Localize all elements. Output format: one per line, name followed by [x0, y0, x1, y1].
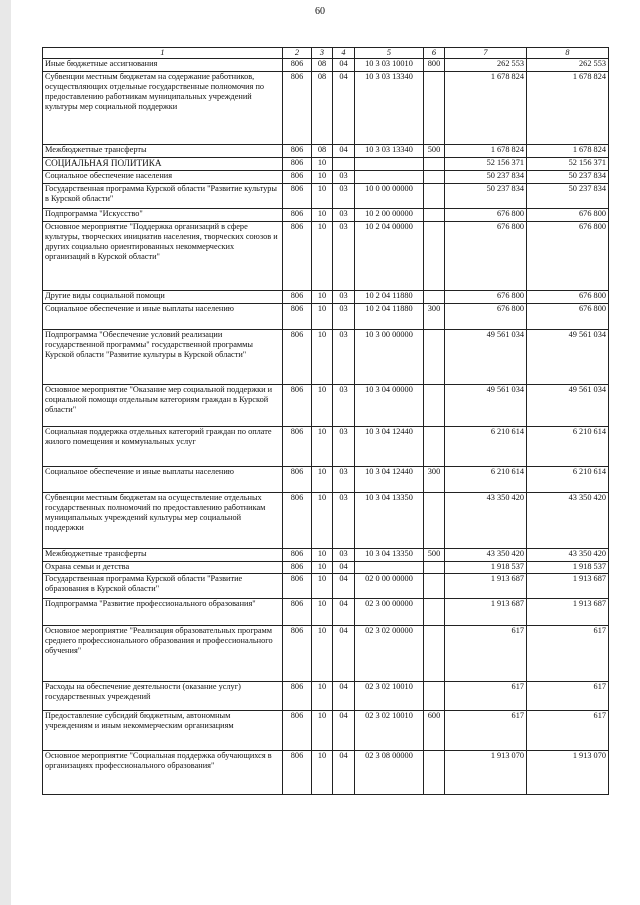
row-amount-cell: 1 913 687 — [445, 574, 527, 599]
row-target-article-cell: 02 0 00 00000 — [355, 574, 424, 599]
row-target-article-cell: 10 2 00 00000 — [355, 209, 424, 222]
row-amount-cell: 676 800 — [445, 222, 527, 291]
row-amount-total-cell: 52 156 371 — [527, 158, 609, 171]
row-section-cell: 08 — [312, 59, 333, 72]
row-target-article-cell: 10 3 04 13350 — [355, 493, 424, 549]
row-expense-type-cell — [424, 626, 445, 682]
row-amount-total-cell: 1 678 824 — [527, 72, 609, 145]
row-target-article-cell: 10 0 00 00000 — [355, 184, 424, 209]
row-section-cell: 08 — [312, 145, 333, 158]
row-section-cell: 10 — [312, 549, 333, 562]
row-subsection-cell: 04 — [333, 145, 355, 158]
row-expense-type-cell — [424, 291, 445, 304]
table-row — [43, 562, 609, 574]
row-name-cell: Межбюджетные трансферты — [43, 145, 283, 158]
table-row — [43, 145, 609, 158]
header-cell-7: 7 — [445, 48, 527, 59]
row-amount-cell: 1 678 824 — [445, 145, 527, 158]
row-section-cell: 10 — [312, 682, 333, 711]
row-target-article-cell: 10 3 04 12440 — [355, 467, 424, 493]
table-row — [43, 751, 609, 795]
row-amount-total-cell: 262 553 — [527, 59, 609, 72]
row-name-cell: Расходы на обеспечение деятельности (оказание услуг) государственных учреждений — [43, 682, 283, 711]
row-amount-cell: 49 561 034 — [445, 385, 527, 427]
row-expense-type-cell — [424, 330, 445, 385]
row-subsection-cell: 04 — [333, 574, 355, 599]
table-row — [43, 385, 609, 427]
row-subsection-cell: 03 — [333, 330, 355, 385]
row-section-cell: 10 — [312, 184, 333, 209]
row-target-article-cell — [355, 158, 424, 171]
row-amount-cell: 43 350 420 — [445, 493, 527, 549]
row-amount-cell: 49 561 034 — [445, 330, 527, 385]
row-ministry-code-cell: 806 — [283, 145, 312, 158]
table-row — [43, 467, 609, 493]
row-amount-cell: 617 — [445, 682, 527, 711]
row-subsection-cell: 03 — [333, 184, 355, 209]
row-expense-type-cell: 500 — [424, 145, 445, 158]
row-amount-total-cell: 1 918 537 — [527, 562, 609, 574]
table-row — [43, 59, 609, 72]
row-name-cell: Основное мероприятие "Оказание мер социальной поддержки и социальной помощи отдельным категориям граждан в Курской области" — [43, 385, 283, 427]
row-subsection-cell: 04 — [333, 59, 355, 72]
row-ministry-code-cell: 806 — [283, 222, 312, 291]
row-section-cell: 10 — [312, 158, 333, 171]
row-ministry-code-cell: 806 — [283, 751, 312, 795]
row-target-article-cell — [355, 562, 424, 574]
row-name-cell: Подпрограмма "Обеспечение условий реализации государственной программы" государственной программы Курской области "Развитие культуры в Курской области" — [43, 330, 283, 385]
row-ministry-code-cell: 806 — [283, 184, 312, 209]
row-amount-cell: 6 210 614 — [445, 467, 527, 493]
row-amount-total-cell: 1 913 687 — [527, 574, 609, 599]
header-cell-4: 4 — [333, 48, 355, 59]
row-amount-cell: 676 800 — [445, 304, 527, 330]
row-amount-total-cell: 676 800 — [527, 291, 609, 304]
row-target-article-cell: 10 3 00 00000 — [355, 330, 424, 385]
row-name-cell: Межбюджетные трансферты — [43, 549, 283, 562]
row-target-article-cell: 02 3 02 10010 — [355, 711, 424, 751]
row-subsection-cell: 04 — [333, 562, 355, 574]
row-ministry-code-cell: 806 — [283, 549, 312, 562]
row-subsection-cell: 03 — [333, 291, 355, 304]
row-name-cell: Социальная поддержка отдельных категорий граждан по оплате жилого помещения и коммунальных услуг — [43, 427, 283, 467]
row-name-cell: Субвенции местным бюджетам на осуществление отдельных государственных полномочий по предоставлению работникам муниципальных учреждений культуры мер социальной поддержки — [43, 493, 283, 549]
row-target-article-cell: 10 2 04 00000 — [355, 222, 424, 291]
row-expense-type-cell: 800 — [424, 59, 445, 72]
row-section-cell: 10 — [312, 599, 333, 626]
scan-edge — [0, 0, 11, 905]
row-section-cell: 10 — [312, 330, 333, 385]
row-amount-total-cell: 43 350 420 — [527, 549, 609, 562]
row-ministry-code-cell: 806 — [283, 209, 312, 222]
table-row — [43, 222, 609, 291]
row-ministry-code-cell: 806 — [283, 467, 312, 493]
row-amount-cell: 617 — [445, 626, 527, 682]
header-cell-2: 2 — [283, 48, 312, 59]
row-target-article-cell: 02 3 00 00000 — [355, 599, 424, 626]
row-ministry-code-cell: 806 — [283, 711, 312, 751]
table-row — [43, 72, 609, 145]
row-name-cell: Подпрограмма "Развитие профессионального образования" — [43, 599, 283, 626]
row-subsection-cell: 03 — [333, 171, 355, 184]
row-amount-cell: 1 678 824 — [445, 72, 527, 145]
row-amount-cell: 1 918 537 — [445, 562, 527, 574]
page-number: 60 — [315, 6, 325, 17]
budget-table — [42, 47, 609, 795]
row-name-cell: Основное мероприятие "Социальная поддержка обучающихся в организациях профессионального образования" — [43, 751, 283, 795]
row-amount-cell: 50 237 834 — [445, 184, 527, 209]
row-expense-type-cell: 500 — [424, 549, 445, 562]
row-expense-type-cell — [424, 209, 445, 222]
row-name-cell: Социальное обеспечение населения — [43, 171, 283, 184]
row-amount-cell: 6 210 614 — [445, 427, 527, 467]
row-section-cell: 10 — [312, 209, 333, 222]
row-amount-cell: 1 913 687 — [445, 599, 527, 626]
row-ministry-code-cell: 806 — [283, 72, 312, 145]
row-amount-total-cell: 617 — [527, 711, 609, 751]
row-ministry-code-cell: 806 — [283, 599, 312, 626]
row-target-article-cell: 10 3 03 13340 — [355, 145, 424, 158]
row-subsection-cell: 03 — [333, 493, 355, 549]
row-amount-total-cell: 50 237 834 — [527, 184, 609, 209]
row-section-cell: 10 — [312, 385, 333, 427]
row-name-cell: Государственная программа Курской области "Развитие культуры в Курской области" — [43, 184, 283, 209]
row-subsection-cell: 04 — [333, 626, 355, 682]
table-row — [43, 330, 609, 385]
row-ministry-code-cell: 806 — [283, 427, 312, 467]
table-row — [43, 171, 609, 184]
row-expense-type-cell — [424, 751, 445, 795]
row-subsection-cell: 03 — [333, 549, 355, 562]
row-subsection-cell: 03 — [333, 427, 355, 467]
row-expense-type-cell — [424, 493, 445, 549]
row-amount-cell: 43 350 420 — [445, 549, 527, 562]
row-ministry-code-cell: 806 — [283, 291, 312, 304]
row-target-article-cell: 10 3 04 13350 — [355, 549, 424, 562]
row-subsection-cell: 04 — [333, 711, 355, 751]
table-row — [43, 711, 609, 751]
row-subsection-cell: 03 — [333, 385, 355, 427]
row-amount-total-cell: 1 913 070 — [527, 751, 609, 795]
row-target-article-cell: 10 3 04 00000 — [355, 385, 424, 427]
row-expense-type-cell — [424, 72, 445, 145]
row-amount-cell: 52 156 371 — [445, 158, 527, 171]
row-ministry-code-cell: 806 — [283, 385, 312, 427]
row-name-cell: Основное мероприятие "Поддержка организаций в сфере культуры, творческих инициатив населения, творческих союзов и других социально ориентированных некоммерческих организаций в Курской области" — [43, 222, 283, 291]
row-target-article-cell: 02 3 02 00000 — [355, 626, 424, 682]
row-section-cell: 10 — [312, 574, 333, 599]
row-ministry-code-cell: 806 — [283, 158, 312, 171]
row-subsection-cell — [333, 158, 355, 171]
row-ministry-code-cell: 806 — [283, 562, 312, 574]
row-expense-type-cell — [424, 599, 445, 626]
row-amount-total-cell: 6 210 614 — [527, 467, 609, 493]
row-target-article-cell: 10 3 03 13340 — [355, 72, 424, 145]
row-section-cell: 10 — [312, 562, 333, 574]
table-row — [43, 626, 609, 682]
row-name-cell: Социальное обеспечение и иные выплаты населению — [43, 304, 283, 330]
row-amount-total-cell: 50 237 834 — [527, 171, 609, 184]
row-amount-cell: 676 800 — [445, 291, 527, 304]
row-amount-total-cell: 1 678 824 — [527, 145, 609, 158]
row-name-cell: Предоставление субсидий бюджетным, автономным учреждениям и иным некоммерческим организациям — [43, 711, 283, 751]
row-expense-type-cell — [424, 171, 445, 184]
row-amount-total-cell: 676 800 — [527, 222, 609, 291]
row-target-article-cell: 10 3 03 10010 — [355, 59, 424, 72]
row-target-article-cell: 10 2 04 11880 — [355, 304, 424, 330]
row-amount-total-cell: 43 350 420 — [527, 493, 609, 549]
row-amount-total-cell: 617 — [527, 682, 609, 711]
row-expense-type-cell — [424, 222, 445, 291]
row-amount-cell: 262 553 — [445, 59, 527, 72]
row-section-cell: 10 — [312, 427, 333, 467]
row-ministry-code-cell: 806 — [283, 574, 312, 599]
row-section-cell: 10 — [312, 222, 333, 291]
row-name-cell: Социальное обеспечение и иные выплаты населению — [43, 467, 283, 493]
row-amount-total-cell: 6 210 614 — [527, 427, 609, 467]
row-name-cell: Государственная программа Курской области "Развитие образования в Курской области" — [43, 574, 283, 599]
table-row — [43, 427, 609, 467]
header-cell-8: 8 — [527, 48, 609, 59]
table-row — [43, 304, 609, 330]
row-subsection-cell: 04 — [333, 682, 355, 711]
row-section-cell: 10 — [312, 291, 333, 304]
row-target-article-cell: 10 2 04 11880 — [355, 291, 424, 304]
table-row — [43, 599, 609, 626]
row-section-cell: 10 — [312, 751, 333, 795]
row-amount-total-cell: 49 561 034 — [527, 385, 609, 427]
row-target-article-cell: 02 3 08 00000 — [355, 751, 424, 795]
row-section-cell: 10 — [312, 171, 333, 184]
row-subsection-cell: 03 — [333, 304, 355, 330]
row-amount-cell: 676 800 — [445, 209, 527, 222]
row-section-cell: 10 — [312, 467, 333, 493]
row-section-cell: 08 — [312, 72, 333, 145]
row-name-cell: Субвенции местным бюджетам на содержание работников, осуществляющих отдельные государственные полномочия по предоставлению работникам муниципальных учреждений культуры мер социальной поддержки — [43, 72, 283, 145]
table-row — [43, 493, 609, 549]
row-expense-type-cell: 300 — [424, 304, 445, 330]
row-name-cell: Другие виды социальной помощи — [43, 291, 283, 304]
row-amount-cell: 1 913 070 — [445, 751, 527, 795]
table-row — [43, 209, 609, 222]
table-row — [43, 549, 609, 562]
header-cell-3: 3 — [312, 48, 333, 59]
row-expense-type-cell — [424, 427, 445, 467]
row-expense-type-cell: 600 — [424, 711, 445, 751]
header-row — [43, 48, 609, 59]
row-target-article-cell: 10 3 04 12440 — [355, 427, 424, 467]
table-row — [43, 574, 609, 599]
table-row — [43, 158, 609, 171]
row-amount-total-cell: 617 — [527, 626, 609, 682]
row-ministry-code-cell: 806 — [283, 493, 312, 549]
row-ministry-code-cell: 806 — [283, 59, 312, 72]
table-row — [43, 291, 609, 304]
row-section-cell: 10 — [312, 304, 333, 330]
row-subsection-cell: 03 — [333, 467, 355, 493]
row-amount-total-cell: 49 561 034 — [527, 330, 609, 385]
row-name-cell: Охрана семьи и детства — [43, 562, 283, 574]
table-row — [43, 184, 609, 209]
header-cell-6: 6 — [424, 48, 445, 59]
table-row — [43, 682, 609, 711]
row-name-cell: Подпрограмма "Искусство" — [43, 209, 283, 222]
row-expense-type-cell — [424, 158, 445, 171]
row-expense-type-cell — [424, 562, 445, 574]
row-ministry-code-cell: 806 — [283, 330, 312, 385]
row-subsection-cell: 04 — [333, 599, 355, 626]
row-amount-total-cell: 1 913 687 — [527, 599, 609, 626]
row-section-cell: 10 — [312, 711, 333, 751]
row-ministry-code-cell: 806 — [283, 626, 312, 682]
row-section-cell: 10 — [312, 626, 333, 682]
row-subsection-cell: 04 — [333, 72, 355, 145]
row-amount-total-cell: 676 800 — [527, 304, 609, 330]
row-amount-cell: 617 — [445, 711, 527, 751]
row-expense-type-cell — [424, 682, 445, 711]
row-section-cell: 10 — [312, 493, 333, 549]
row-target-article-cell: 02 3 02 10010 — [355, 682, 424, 711]
row-name-cell: СОЦИАЛЬНАЯ ПОЛИТИКА — [43, 158, 283, 171]
row-expense-type-cell — [424, 574, 445, 599]
row-subsection-cell: 03 — [333, 222, 355, 291]
row-subsection-cell: 04 — [333, 751, 355, 795]
header-cell-5: 5 — [355, 48, 424, 59]
row-target-article-cell — [355, 171, 424, 184]
row-expense-type-cell — [424, 385, 445, 427]
row-ministry-code-cell: 806 — [283, 304, 312, 330]
header-cell-1: 1 — [43, 48, 283, 59]
row-amount-total-cell: 676 800 — [527, 209, 609, 222]
row-amount-cell: 50 237 834 — [445, 171, 527, 184]
row-expense-type-cell — [424, 184, 445, 209]
row-name-cell: Иные бюджетные ассигнования — [43, 59, 283, 72]
row-expense-type-cell: 300 — [424, 467, 445, 493]
row-name-cell: Основное мероприятие "Реализация образовательных программ среднего профессионального образования и профессионального обучения" — [43, 626, 283, 682]
row-subsection-cell: 03 — [333, 209, 355, 222]
row-ministry-code-cell: 806 — [283, 171, 312, 184]
row-ministry-code-cell: 806 — [283, 682, 312, 711]
